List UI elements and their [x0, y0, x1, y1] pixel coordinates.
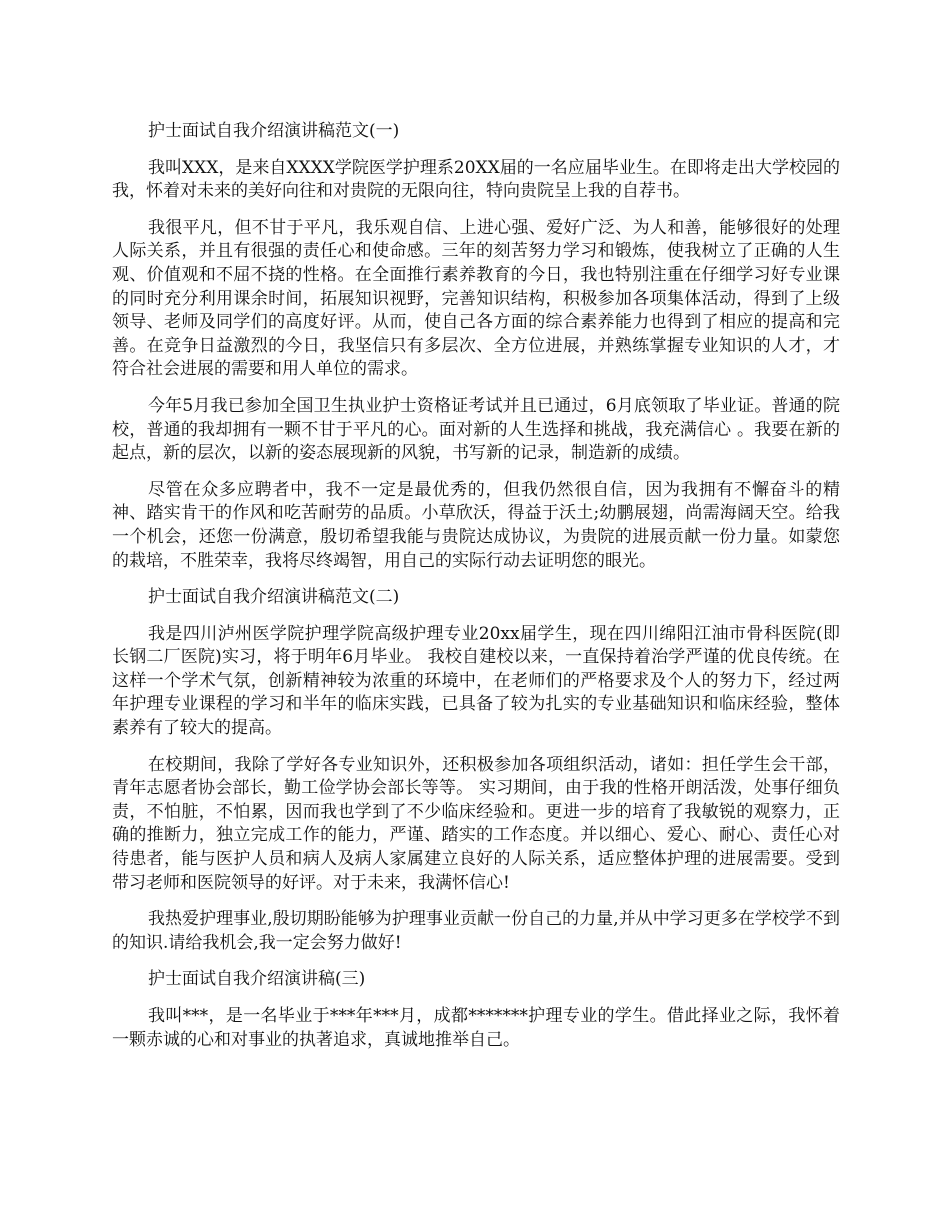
paragraph: 我很平凡，但不甘于平凡，我乐观自信、上进心强、爱好广泛、为人和善，能够很好的处理人际关系，并且有很强的责任心和使命感。三年的刻苦努力学习和锻炼，使我树立了正确的人生观、价值观和不屈不挠的性格。在全面推行素养教育的今日，我也特别注重在仔细学习好专业课的同时充分利用课余时间，拓展知识视野，完善知识结构，积极参加各项集体活动，得到了上级领导、老师及同学们的高度好评。从而，使自己各方面的综合素养能力也得到了相应的提高和完善。在竞争日益激烈的今日，我坚信只有多层次、全方位进展，并熟练掌握专业知识的人才，才符合社会进展的需要和用人单位的需求。: [112, 217, 840, 380]
section-heading-1: 护士面试自我介绍演讲稿范文(一): [148, 121, 400, 141]
paragraph: 我叫***，是一名毕业于***年***月，成都*******护理专业的学生。借此择业之际，我怀着一颗赤诚的心和对事业的执著追求，真诚地推举自己。: [112, 1006, 840, 1050]
paragraph: 在校期间，我除了学好各专业知识外，还积极参加各项组织活动，诸如：担任学生会干部，青年志愿者协会部长，勤工俭学协会部长等等。 实习期间，由于我的性格开朗活泼，处事仔细负责，不怕脏，不怕累，因而我也学到了不少临床经验和。更进一步的培育了我敏锐的观察力，正确的推断力，独立完成工作的能力，严谨、踏实的工作态度。并以细心、爱心、耐心、责任心对待患者，能与医护人员和病人及病人家属建立良好的人际关系，适应整体护理的进展需要。受到带习老师和医院领导的好评。对于未来，我满怀信心!: [112, 754, 840, 893]
paragraph: 尽管在众多应聘者中，我不一定是最优秀的，但我仍然很自信，因为我拥有不懈奋斗的精神、踏实肯干的作风和吃苦耐劳的品质。小草欣沃，得益于沃土;幼鹏展翅，尚需海阔天空。给我一个机会，还您一份满意，殷切希望我能与贵院达成协议，为贵院的进展贡献一份力量。如蒙您的栽培，不胜荣幸，我将尽终竭智，用自己的实际行动去证明您的眼光。: [112, 479, 840, 571]
paragraph: 我热爱护理事业,殷切期盼能够为护理事业贡献一份自己的力量,并从中学习更多在学校学不到的知识.请给我机会,我一定会努力做好!: [112, 909, 840, 953]
paragraph: 今年5月我已参加全国卫生执业护士资格证考试并且已通过，6月底领取了毕业证。普通的院校，普通的我却拥有一颗不甘于平凡的心。面对新的人生选择和挑战，我充满信心 。我要在新的起点，新的层次，以新的姿态展现新的风貌，书写新的记录，制造新的成绩。: [112, 395, 840, 464]
paragraph: 我是四川泸州医学院护理学院高级护理专业20xx届学生，现在四川绵阳江油市骨科医院(即长钢二厂医院)实习，将于明年6月毕业。 我校自建校以来，一直保持着治学严谨的优良传统。在这样一个学术气氛，创新精神较为浓重的环境中，在老师们的严格要求及个人的努力下，经过两年护理专业课程的学习和半年的临床实践，已具备了较为扎实的专业基础知识和临床经验，整体素养有了较大的提高。: [112, 623, 840, 739]
paragraph: 我叫XXX，是来自XXXX学院医学护理系20XX届的一名应届毕业生。在即将走出大学校园的我，怀着对未来的美好向往和对贵院的无限向往，特向贵院呈上我的自荐书。: [112, 157, 840, 202]
section-heading-2: 护士面试自我介绍演讲稿范文(二): [148, 587, 400, 608]
section-heading-3: 护士面试自我介绍演讲稿(三): [148, 969, 366, 990]
document-body: [112, 120, 840, 1065]
